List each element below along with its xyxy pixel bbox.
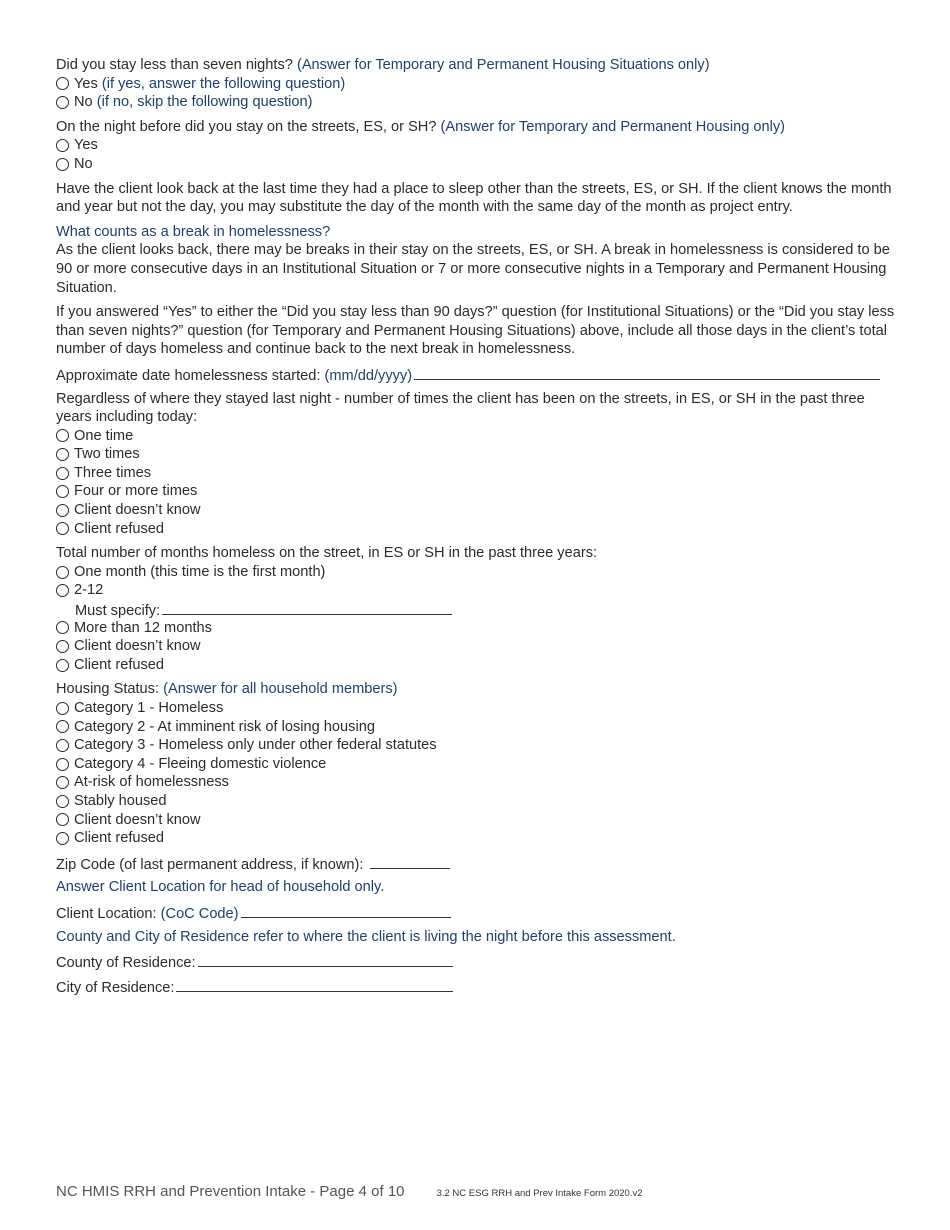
option-label: Client doesn’t know <box>74 811 201 828</box>
housing-status-label: Housing Status: <box>56 681 160 698</box>
option-category-3[interactable] <box>56 736 896 755</box>
county-input[interactable] <box>198 952 453 967</box>
option-note: (if yes, answer the following question) <box>101 75 346 92</box>
option-four-or-more[interactable] <box>56 482 896 501</box>
q-less-seven <box>56 56 896 75</box>
city-input[interactable] <box>176 977 453 992</box>
footer-title: NC HMIS RRH and Prevention Intake - Page 4 of 10 <box>56 1183 405 1200</box>
option-label: Client refused <box>74 520 165 537</box>
option-at-risk[interactable] <box>56 773 896 792</box>
date-started-input[interactable] <box>414 365 880 380</box>
option-label: Yes <box>74 137 98 154</box>
city-label: City of Residence: <box>56 979 175 996</box>
radio-button[interactable] <box>56 139 69 152</box>
page-footer <box>56 1183 643 1200</box>
option-doesnt-know[interactable] <box>56 811 896 830</box>
option-two-times[interactable] <box>56 445 896 464</box>
radio-button[interactable] <box>56 720 69 733</box>
radio-button[interactable] <box>56 77 69 90</box>
break-heading: What counts as a break in homelessness? <box>56 223 331 240</box>
radio-button[interactable] <box>56 566 69 579</box>
option-category-2[interactable] <box>56 718 896 737</box>
radio-button[interactable] <box>56 158 69 171</box>
option-label: Category 4 - Fleeing domestic violence <box>74 755 327 772</box>
option-refused[interactable] <box>56 829 896 848</box>
option-refused[interactable] <box>56 656 896 675</box>
client-location-row <box>56 903 896 922</box>
option-one-time[interactable] <box>56 427 896 446</box>
radio-button[interactable] <box>56 522 69 535</box>
option-label: Stably housed <box>74 792 167 809</box>
option-category-4[interactable] <box>56 755 896 774</box>
option-yes[interactable] <box>56 75 896 94</box>
location-instruction-row <box>56 878 896 897</box>
option-label: No <box>74 94 93 111</box>
location-instruction-period: . <box>380 879 385 896</box>
option-category-1[interactable] <box>56 699 896 718</box>
client-location-label: Client Location: <box>56 905 157 922</box>
radio-button[interactable] <box>56 795 69 808</box>
must-specify-input[interactable] <box>162 600 452 615</box>
date-started-note: (mm/dd/yyyy) <box>324 367 413 384</box>
option-label: Four or more times <box>74 483 198 500</box>
county-row <box>56 952 896 971</box>
radio-button[interactable] <box>56 504 69 517</box>
option-stably-housed[interactable] <box>56 792 896 811</box>
radio-button[interactable] <box>56 485 69 498</box>
radio-button[interactable] <box>56 429 69 442</box>
radio-button[interactable] <box>56 584 69 597</box>
option-no[interactable] <box>56 155 896 174</box>
option-label: Three times <box>74 464 152 481</box>
residence-instruction: County and City of Residence refer to where the client is living the night before this assessment. <box>56 928 676 945</box>
option-yes[interactable] <box>56 136 896 155</box>
form-page <box>56 56 896 995</box>
radio-button[interactable] <box>56 659 69 672</box>
option-label: Client doesn’t know <box>74 502 201 519</box>
option-no[interactable] <box>56 93 896 112</box>
option-label: Client doesn’t know <box>74 638 201 655</box>
option-label: Two times <box>74 446 140 463</box>
radio-button[interactable] <box>56 640 69 653</box>
q-night-before-question: On the night before did you stay on the streets, ES, or SH? <box>56 118 437 135</box>
radio-button[interactable] <box>56 96 69 109</box>
option-refused[interactable] <box>56 520 896 539</box>
break-text-2: If you answered “Yes” to either the “Did you stay less than 90 days?” question (for Institutional Situations) or the “Did you stay less than seven nights?” question (for Temporary and Permanent Housing Situations) above, include all those days in the client’s total number of days homeless and continue back to the next break in homelessness. <box>56 304 895 358</box>
q-night-before-note: (Answer for Temporary and Permanent Housing only) <box>440 118 785 135</box>
q-months-question: Total number of months homeless on the street, in ES or SH in the past three years: <box>56 545 598 562</box>
option-label: Yes <box>74 75 98 92</box>
option-label: Client refused <box>74 656 165 673</box>
radio-button[interactable] <box>56 776 69 789</box>
option-one-month[interactable] <box>56 563 896 582</box>
client-location-input[interactable] <box>241 903 451 918</box>
location-instruction: Answer Client Location for head of household only <box>56 879 381 896</box>
radio-button[interactable] <box>56 448 69 461</box>
option-doesnt-know[interactable] <box>56 501 896 520</box>
radio-button[interactable] <box>56 621 69 634</box>
housing-status <box>56 680 896 699</box>
must-specify-row <box>56 600 896 619</box>
must-specify-label: Must specify: <box>75 603 161 620</box>
radio-button[interactable] <box>56 702 69 715</box>
radio-button[interactable] <box>56 467 69 480</box>
zip-row <box>56 854 896 873</box>
client-location-note: (CoC Code) <box>160 905 239 922</box>
lookback-instruction: Have the client look back at the last time they had a place to sleep other than the streets, ES, or SH. If the client knows the month and year but not the day, you may substitute the day of the month with the same day of the month as project entry. <box>56 180 892 216</box>
option-label: Client refused <box>74 830 165 847</box>
q-night-before <box>56 118 896 137</box>
zip-label: Zip Code (of last permanent address, if known): <box>56 856 364 873</box>
option-note: (if no, skip the following question) <box>96 94 313 111</box>
radio-button[interactable] <box>56 758 69 771</box>
option-three-times[interactable] <box>56 464 896 483</box>
county-label: County of Residence: <box>56 955 196 972</box>
date-started-label: Approximate date homelessness started: <box>56 367 321 384</box>
option-label: More than 12 months <box>74 619 212 636</box>
city-row <box>56 977 896 996</box>
radio-button[interactable] <box>56 739 69 752</box>
option-label: One month (this time is the first month) <box>74 563 326 580</box>
option-label: 2-12 <box>74 582 104 599</box>
option-label: Category 1 - Homeless <box>74 700 224 716</box>
option-label: At-risk of homelessness <box>74 774 229 791</box>
q-less-seven-question: Did you stay less than seven nights? <box>56 57 293 73</box>
zip-input[interactable] <box>370 854 450 869</box>
option-label: One time <box>74 427 134 444</box>
option-doesnt-know[interactable] <box>56 637 896 656</box>
q-times-question: Regardless of where they stayed last night - number of times the client has been on the streets, in ES, or SH in the past three years including today: <box>56 390 865 426</box>
housing-status-note: (Answer for all household members) <box>163 681 398 698</box>
q-less-seven-note: (Answer for Temporary and Permanent Housing Situations only) <box>296 57 710 73</box>
option-label: No <box>74 155 93 172</box>
option-2-12[interactable] <box>56 581 896 600</box>
option-label: Category 3 - Homeless only under other federal statutes <box>74 737 437 754</box>
date-started-row <box>56 365 896 384</box>
option-label: Category 2 - At imminent risk of losing housing <box>74 718 375 735</box>
radio-button[interactable] <box>56 832 69 845</box>
option-more-than-12[interactable] <box>56 619 896 638</box>
radio-button[interactable] <box>56 813 69 826</box>
break-text: As the client looks back, there may be breaks in their stay on the streets, ES, or SH. A break in homelessness is considered to be 90 or more consecutive days in an Institutional Situation or 7 or more consecutive nights in a Temporary and Permanent Housing Situation. <box>56 242 890 296</box>
footer-version: 3.2 NC ESG RRH and Prev Intake Form 2020.v2 <box>436 1188 643 1199</box>
